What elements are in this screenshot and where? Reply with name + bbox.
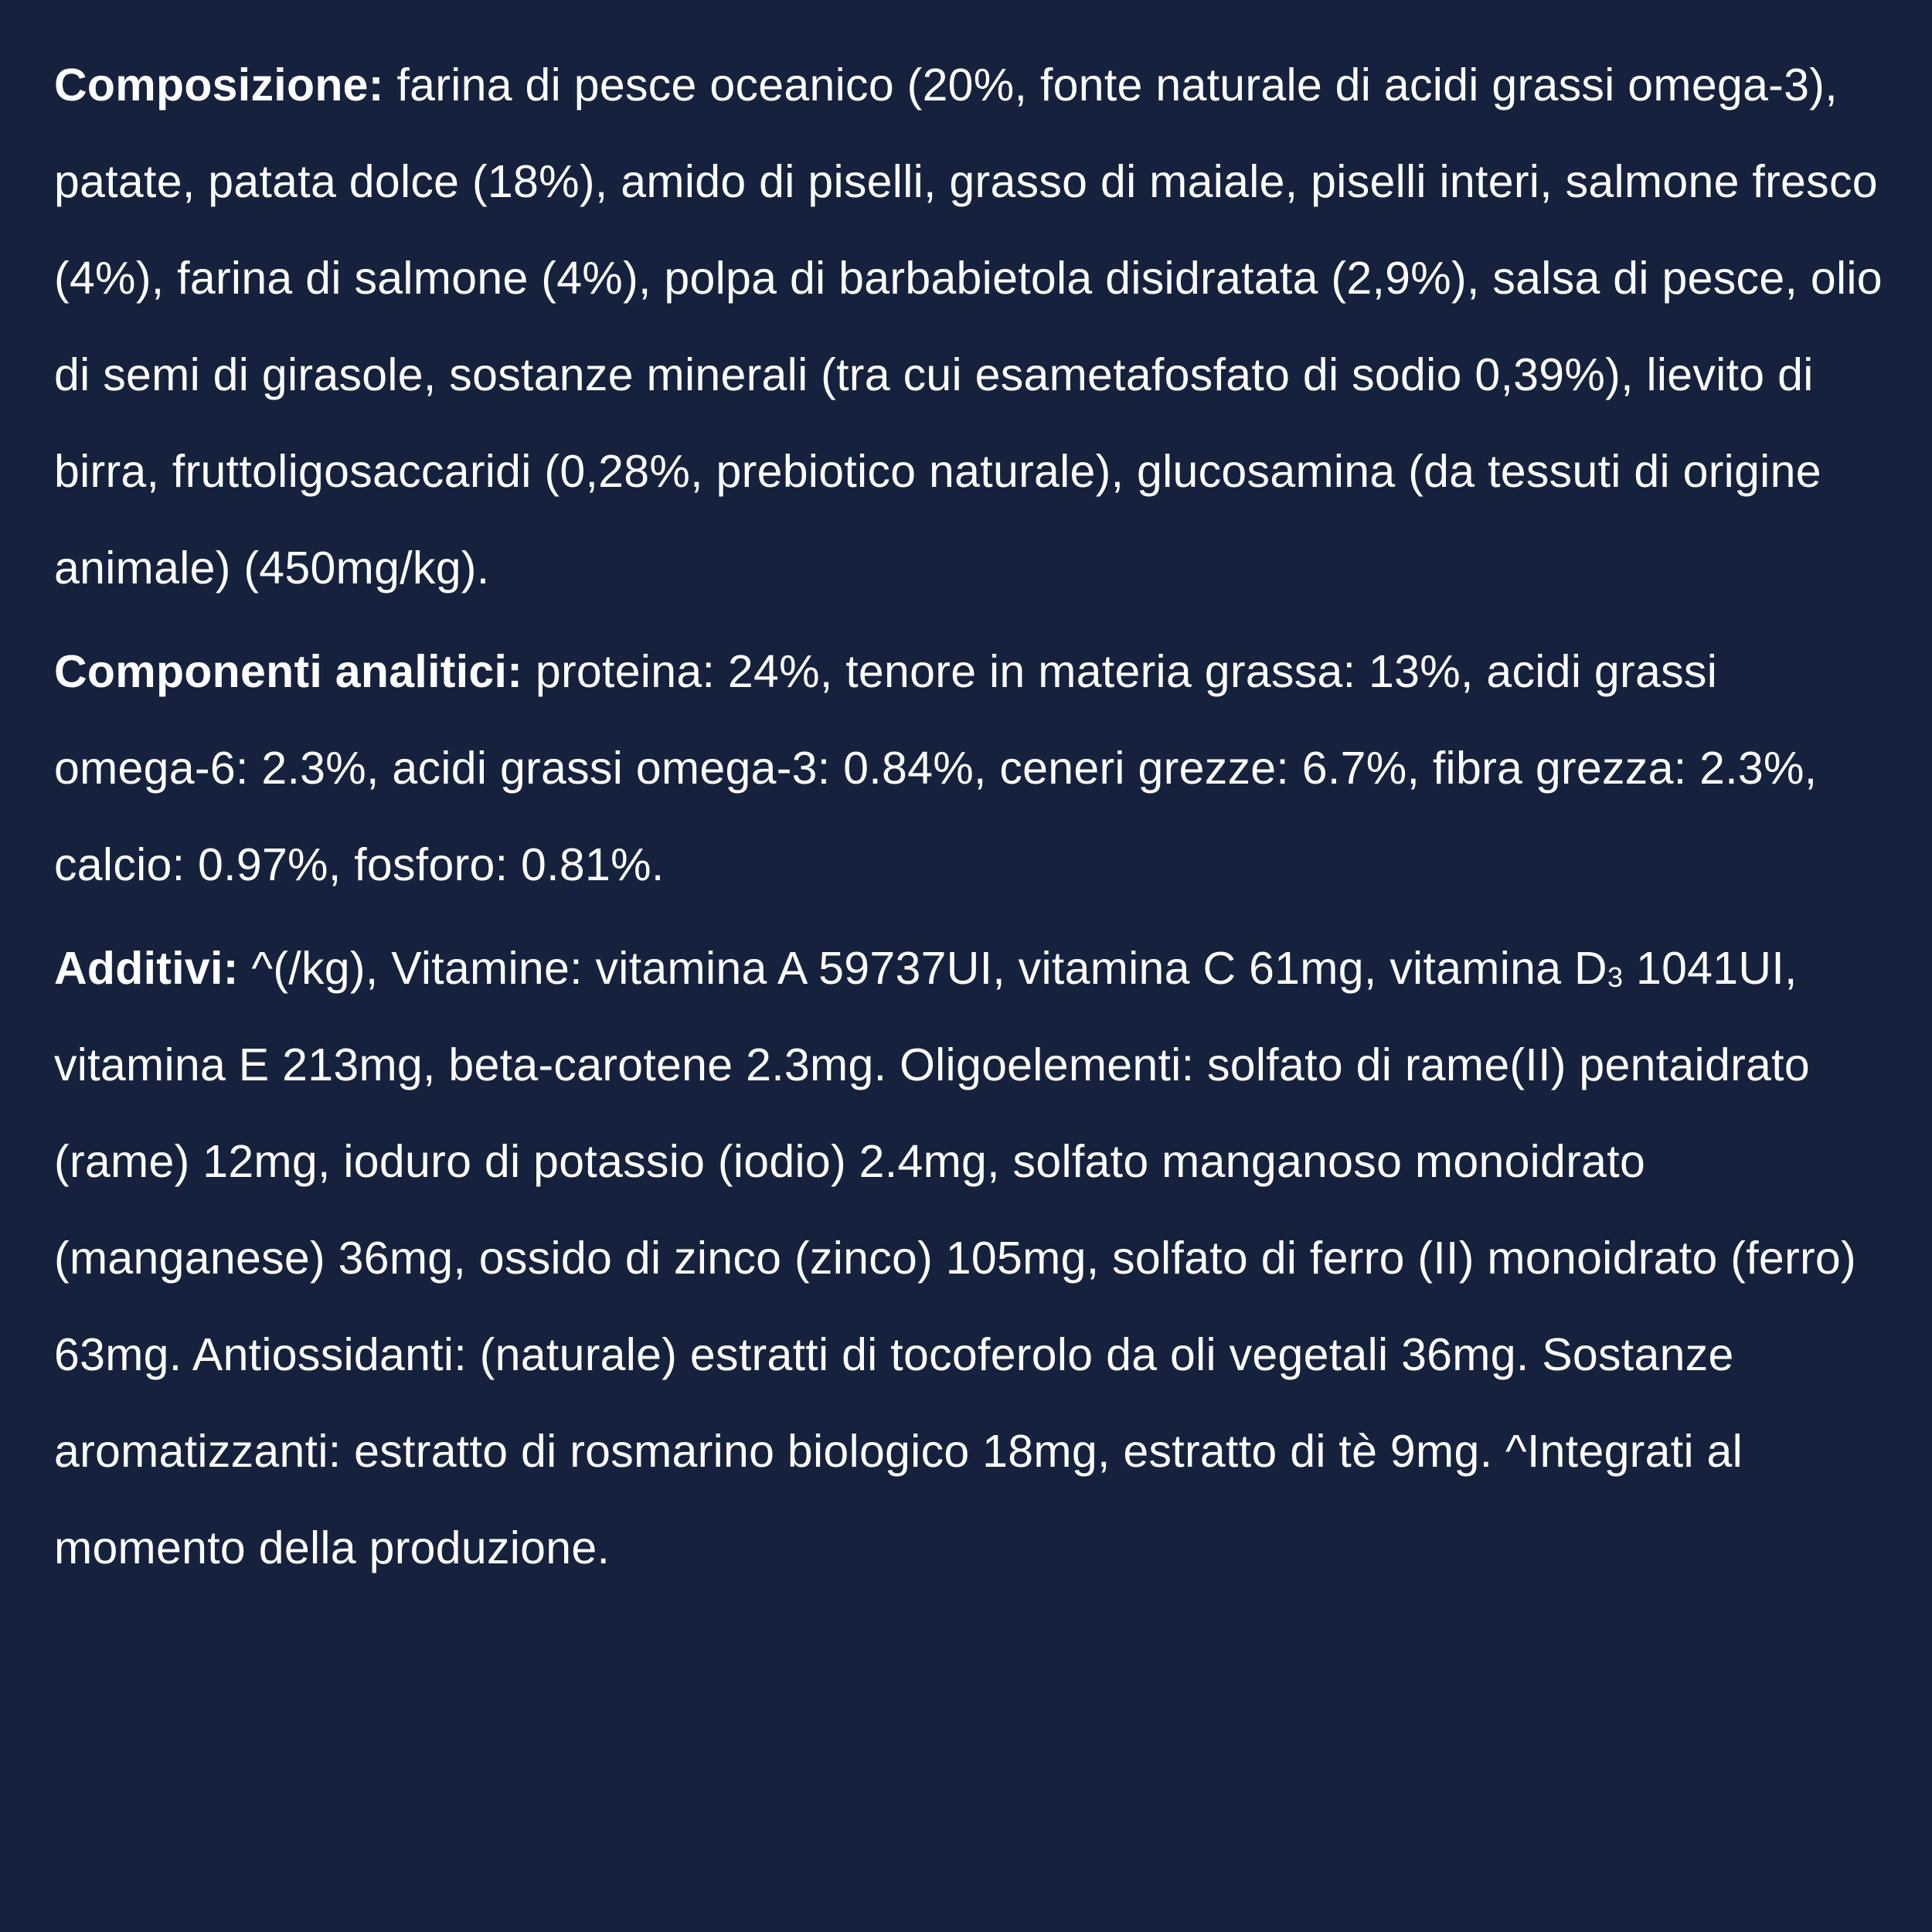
composition-paragraph bbox=[54, 37, 1886, 617]
additives-paragraph bbox=[54, 920, 1886, 1597]
analytical-paragraph bbox=[54, 624, 1886, 913]
composition-label: Composizione: bbox=[54, 60, 384, 111]
ingredients-panel bbox=[54, 37, 1886, 1604]
analytical-label: Componenti analitici: bbox=[54, 646, 523, 697]
additives-text-start: ^(/kg), Vitamine: vitamina A 59737UI, vitamina C 61mg, vitamina D bbox=[251, 943, 1607, 994]
additives-text-end: 1041UI, vitamina E 213mg, beta-carotene 2.3mg. Oligoelementi: solfato di rame(II) pentaidrato (rame) 12mg, ioduro di potassio (iodio) 2.4mg, solfato manganoso monoidrato (manganese) 36mg, ossido di zinco (zinco) 105mg, solfato di ferro (II) monoidrato (ferro) 63mg. Antiossidanti: (naturale) estratti di tocoferolo da oli vegetali 36mg. Sostanze aromatizzanti: estratto di rosmarino biologico 18mg, estratto di tè 9mg. ^Integrati al momento della produzione. bbox=[54, 943, 1856, 1573]
composition-text: farina di pesce oceanico (20%, fonte naturale di acidi grassi omega-3), patate, patata dolce (18%), amido di piselli, grasso di maiale, piselli interi, salmone fresco (4%), farina di salmone (4%), polpa di barbabietola disidratata (2,9%), salsa di pesce, olio di semi di girasole, sostanze minerali (tra cui esametafosfato di sodio 0,39%), lievito di birra, fruttoligosaccaridi (0,28%, prebiotico naturale), glucosamina (da tessuti di origine animale) (450mg/kg). bbox=[54, 60, 1883, 594]
additives-label: Additivi: bbox=[54, 943, 239, 994]
vitamin-d-subscript: 3 bbox=[1607, 961, 1624, 993]
analytical-text: proteina: 24%, tenore in materia grassa: 13%, acidi grassi omega-6: 2.3%, acidi grassi omega-3: 0.84%, ceneri grezze: 6.7%, fibra grezza: 2.3%, calcio: 0.97%, fosforo: 0.81%. bbox=[54, 646, 1818, 890]
